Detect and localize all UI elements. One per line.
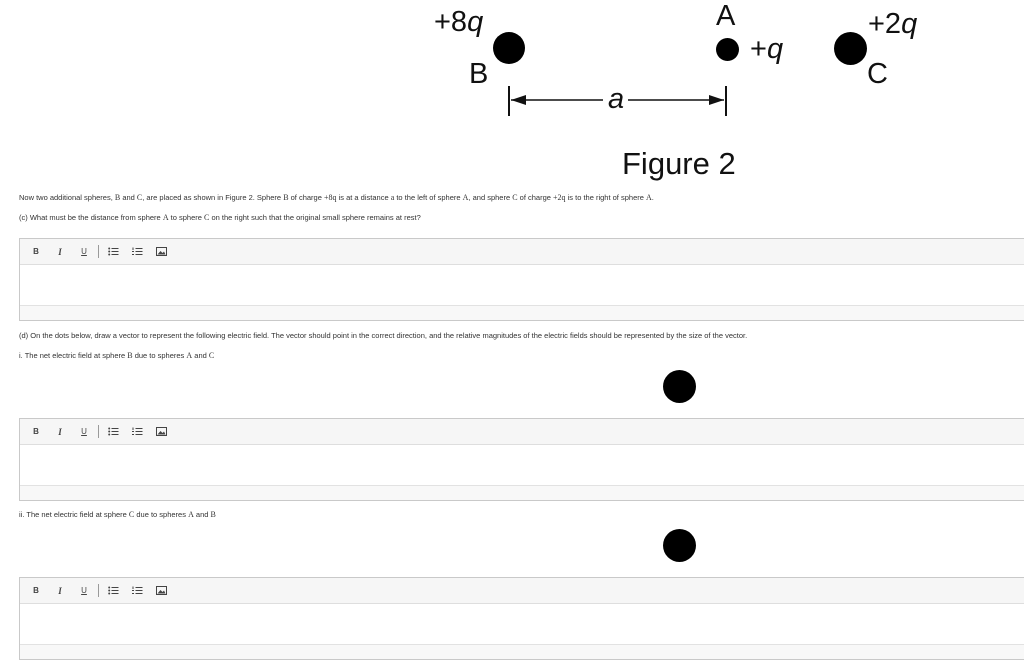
part-i-text: i. The net electric field at sphere B due to spheres A and C	[19, 351, 215, 360]
bullet-list-icon	[108, 427, 119, 436]
sphere-b	[493, 32, 525, 64]
image-icon	[156, 427, 167, 436]
question-d: (d) On the dots below, draw a vector to represent the following electric field. The vector should point in the correct direction, and the relative magnitudes of the electric fields should be represented by the size of the vector.	[19, 331, 748, 340]
image-icon	[156, 586, 167, 595]
bold-button[interactable]: B	[33, 427, 39, 436]
sphere-c-charge: +2q	[868, 8, 918, 40]
answer-text-area[interactable]	[20, 445, 1024, 485]
bullet-list-icon	[108, 247, 119, 256]
numbered-list-icon	[132, 247, 143, 256]
editor-toolbar	[20, 419, 1024, 445]
sphere-b-label: B	[469, 58, 489, 90]
figure-caption: Figure 2	[622, 146, 736, 181]
insert-image-button[interactable]	[151, 423, 171, 441]
toolbar-divider	[98, 425, 99, 438]
numbered-list-button[interactable]	[127, 243, 147, 261]
insert-image-button[interactable]	[151, 582, 171, 600]
toolbar-divider	[98, 584, 99, 597]
drawing-dot-c[interactable]	[663, 529, 696, 562]
image-icon	[156, 247, 167, 256]
bullet-list-button[interactable]	[103, 243, 123, 261]
answer-editor-c	[19, 238, 1024, 321]
toolbar-divider	[98, 245, 99, 258]
answer-text-area[interactable]	[20, 265, 1024, 305]
sphere-c-label: C	[867, 58, 888, 90]
question-c: (c) What must be the distance from sphere A to sphere C on the right such that the original small sphere remains at rest?	[19, 213, 421, 222]
sphere-a-charge: +q	[750, 33, 784, 65]
italic-button[interactable]: I	[58, 426, 62, 437]
underline-button[interactable]: U	[81, 427, 87, 436]
editor-footer	[20, 305, 1024, 320]
sphere-a	[716, 38, 739, 61]
bold-button[interactable]: B	[33, 586, 39, 595]
numbered-list-button[interactable]	[127, 582, 147, 600]
bullet-list-button[interactable]	[103, 423, 123, 441]
numbered-list-icon	[132, 586, 143, 595]
underline-button[interactable]: U	[81, 586, 87, 595]
italic-button[interactable]: I	[58, 585, 62, 596]
sphere-b-charge: +8q	[434, 6, 484, 38]
sphere-c	[834, 32, 867, 65]
distance-label: a	[608, 83, 625, 115]
answer-text-area[interactable]	[20, 604, 1024, 644]
bullet-list-icon	[108, 586, 119, 595]
insert-image-button[interactable]	[151, 243, 171, 261]
drawing-dot-b[interactable]	[663, 370, 696, 403]
answer-editor-d-ii	[19, 577, 1024, 660]
bullet-list-button[interactable]	[103, 582, 123, 600]
numbered-list-button[interactable]	[127, 423, 147, 441]
editor-footer	[20, 485, 1024, 500]
intro-text: Now two additional spheres, B and C, are placed as shown in Figure 2. Sphere B of charge +8q is at a distance a to the left of sphere A, and sphere C of charge +2q is to the right of sphere A.	[19, 193, 654, 202]
part-ii-text: ii. The net electric field at sphere C due to spheres A and B	[19, 510, 216, 519]
bold-button[interactable]: B	[33, 247, 39, 256]
editor-toolbar	[20, 578, 1024, 604]
underline-button[interactable]: U	[81, 247, 87, 256]
sphere-a-label: A	[716, 0, 736, 32]
editor-footer	[20, 644, 1024, 659]
answer-editor-d-i	[19, 418, 1024, 501]
italic-button[interactable]: I	[58, 246, 62, 257]
editor-toolbar	[20, 239, 1024, 265]
numbered-list-icon	[132, 427, 143, 436]
